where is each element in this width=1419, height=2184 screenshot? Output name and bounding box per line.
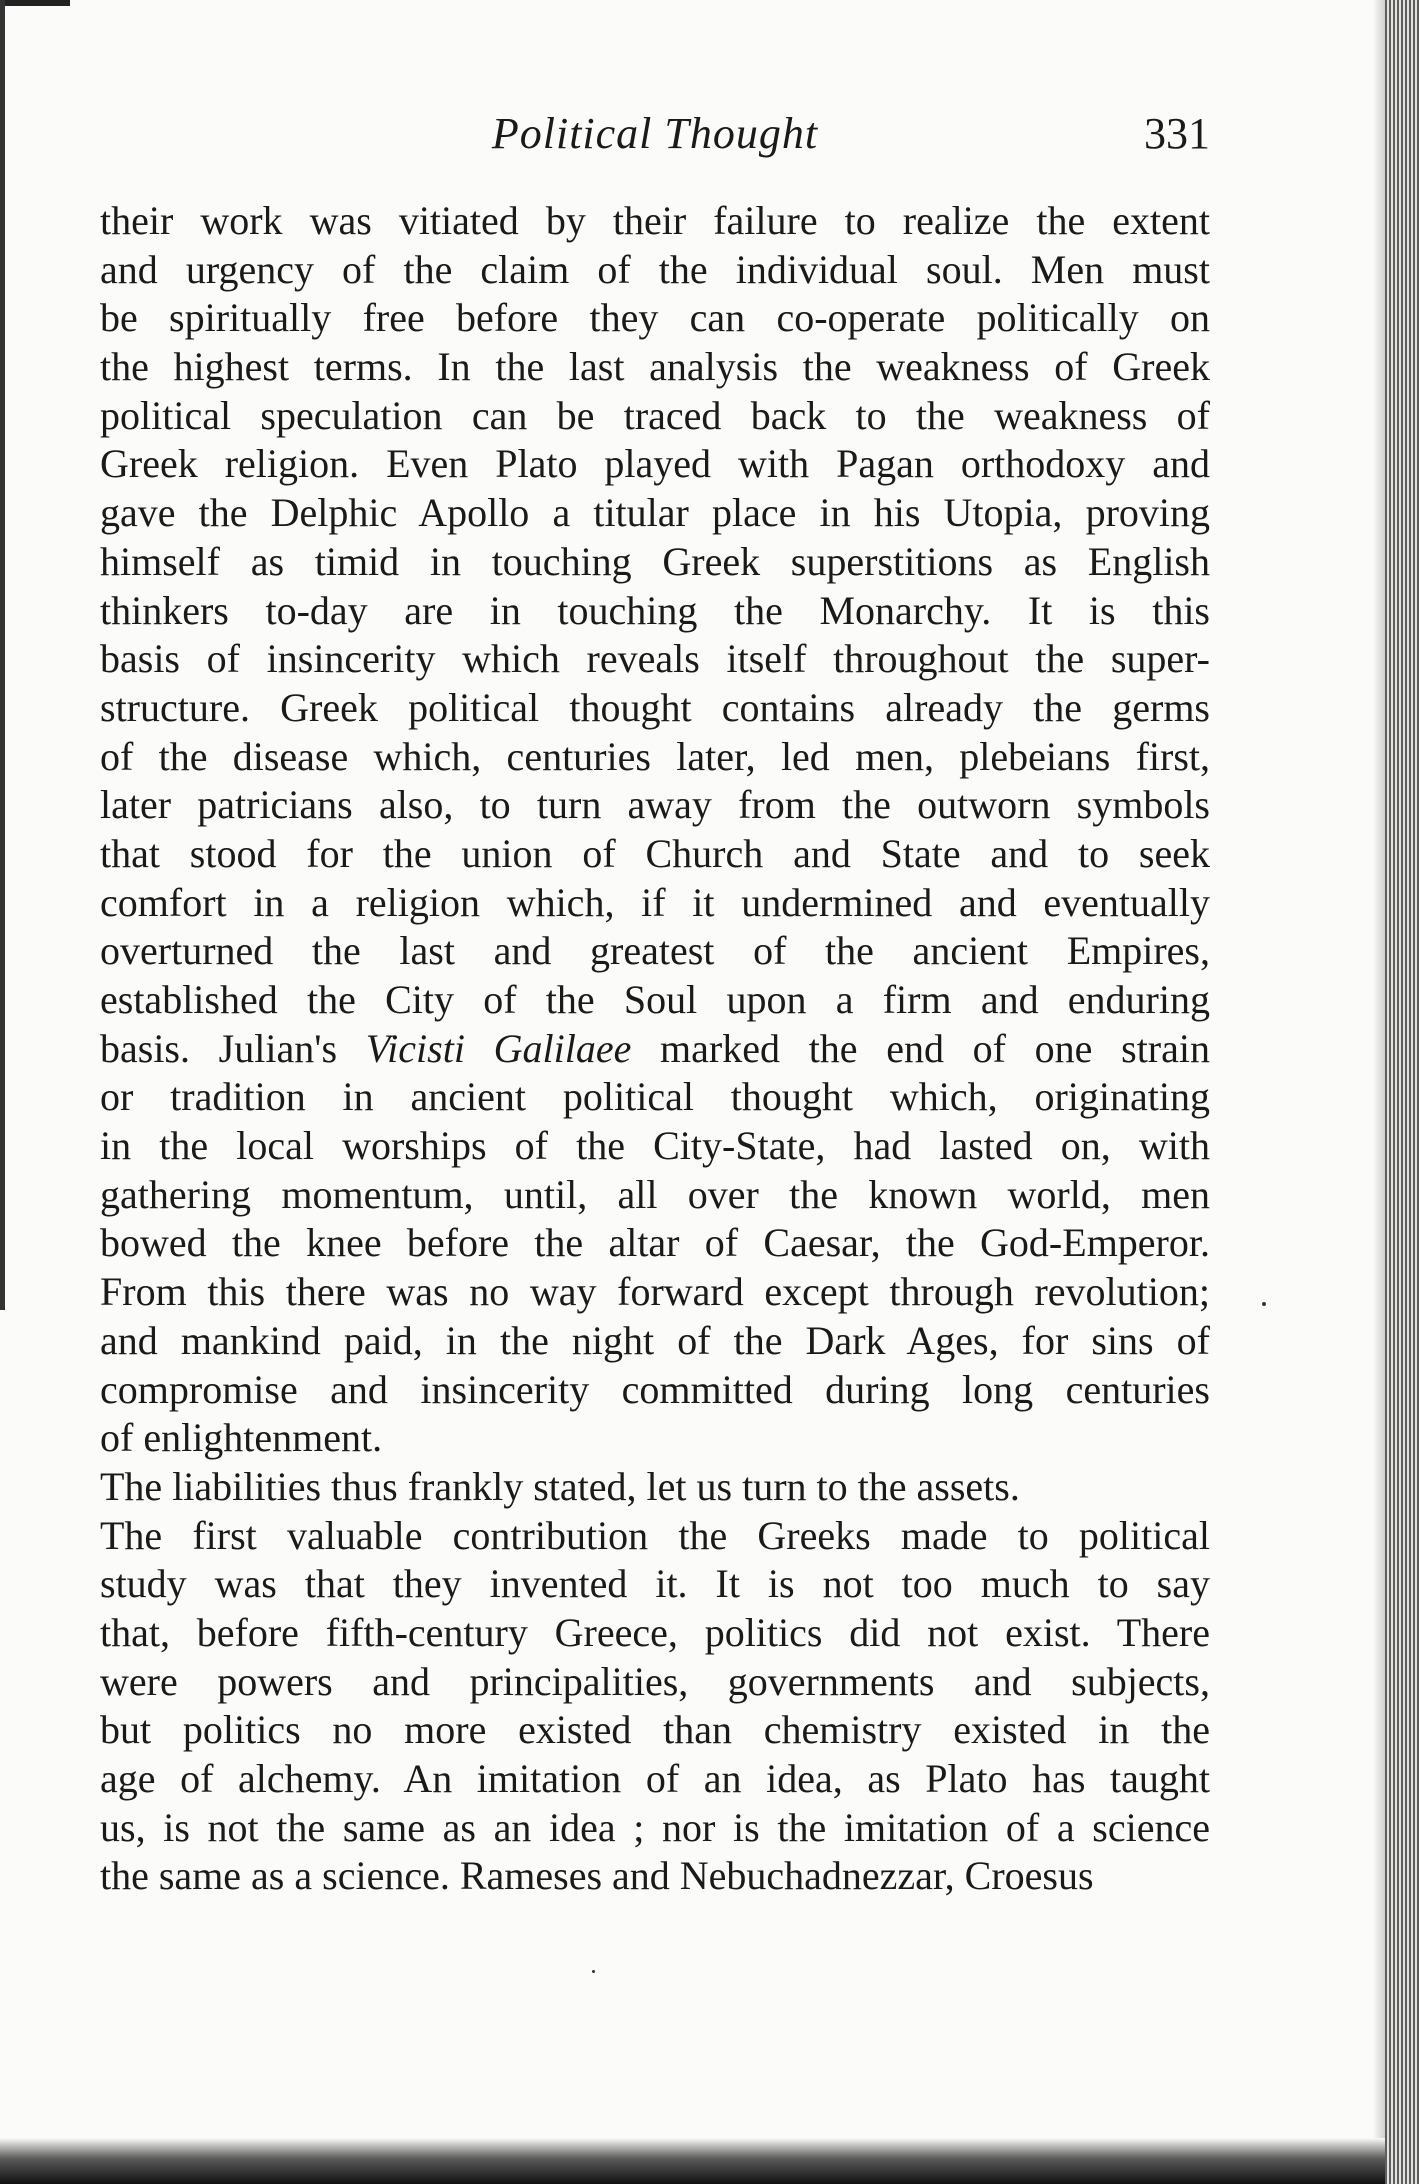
text-line: gave the Delphic Apollo a titular place in his Utopia, proving bbox=[100, 490, 1210, 536]
text-line: us, is not the same as an idea ; nor is the imitation of a science bbox=[100, 1804, 1210, 1850]
text-line: comfort in a religion which, if it undermined and eventually bbox=[100, 879, 1210, 925]
text-line: compromise and insincerity committed during long centuries bbox=[100, 1366, 1210, 1412]
page-number: 331 bbox=[1144, 109, 1210, 158]
text-line: Greek religion. Even Plato played with Pagan orthodoxy and bbox=[100, 441, 1210, 487]
body-text bbox=[100, 197, 1210, 1901]
text-line: From this there was no way forward except through revolution; bbox=[100, 1269, 1210, 1315]
text-line: and urgency of the claim of the individual soul. Men must bbox=[100, 246, 1210, 292]
text-line: age of alchemy. An imitation of an idea, as Plato has taught bbox=[100, 1756, 1210, 1801]
text-line: structure. Greek political thought contains already the germs bbox=[100, 684, 1210, 730]
scan-speck bbox=[592, 1970, 595, 1973]
text-line: that stood for the union of Church and State and to seek bbox=[100, 830, 1210, 876]
binding-shadow bbox=[1373, 0, 1385, 2184]
text-line: overturned the last and greatest of the ancient Empires, bbox=[100, 928, 1210, 974]
text-line: bowed the knee before the altar of Caesar, the God-Emperor. bbox=[100, 1220, 1210, 1266]
text-line: the same as a science. Rameses and Nebuchadnezzar, Croesus bbox=[100, 1853, 1094, 1899]
text-line: of enlightenment. bbox=[100, 1415, 383, 1461]
running-title: Political Thought bbox=[491, 109, 819, 158]
text-line: that, before fifth-century Greece, politics did not exist. There bbox=[100, 1609, 1210, 1655]
text-line: the highest terms. In the last analysis the weakness of Greek bbox=[100, 344, 1210, 390]
text-line: The first valuable contribution the Greeks made to political bbox=[100, 1512, 1210, 1558]
text-line: gathering momentum, until, all over the known world, men bbox=[100, 1171, 1210, 1217]
scan-edge-bottom bbox=[0, 2138, 1385, 2184]
italic-phrase: Vicisti Galilaee bbox=[365, 1025, 632, 1071]
text-line: were powers and principalities, governments and subjects, bbox=[100, 1658, 1210, 1704]
text-line: their work was vitiated by their failure to realize the extent bbox=[100, 198, 1210, 243]
page-header bbox=[100, 104, 1210, 164]
text-line: and mankind paid, in the night of the Dark Ages, for sins of bbox=[100, 1317, 1210, 1363]
text-line: basis of insincerity which reveals itself throughout the super- bbox=[100, 636, 1210, 682]
scan-edge-left bbox=[0, 0, 5, 1310]
text-line: but politics no more existed than chemistry existed in the bbox=[100, 1707, 1210, 1753]
text-line: basis. Julian's Vicisti Galilaee marked the end of one strain bbox=[100, 1025, 1210, 1071]
book-spine-edge bbox=[1385, 0, 1419, 2184]
text-line: be spiritually free before they can co-operate politically on bbox=[100, 295, 1210, 341]
text-line: of the disease which, centuries later, led men, plebeians first, bbox=[100, 733, 1210, 779]
text-line: himself as timid in touching Greek superstitions as English bbox=[100, 538, 1210, 584]
text-line: established the City of the Soul upon a firm and enduring bbox=[100, 977, 1210, 1022]
text-line: The liabilities thus frankly stated, let us turn to the assets. bbox=[100, 1463, 1020, 1509]
text-line: political speculation can be traced back to the weakness of bbox=[100, 392, 1210, 438]
text-line: or tradition in ancient political thought which, originating bbox=[100, 1074, 1210, 1120]
scan-edge-top bbox=[0, 0, 70, 6]
text-line: thinkers to-day are in touching the Monarchy. It is this bbox=[100, 587, 1210, 633]
scan-speck bbox=[1262, 1302, 1266, 1306]
text-line: in the local worships of the City-State, had lasted on, with bbox=[100, 1123, 1210, 1169]
text-line: study was that they invented it. It is not too much to say bbox=[100, 1561, 1210, 1607]
text-line: later patricians also, to turn away from the outworn symbols bbox=[100, 782, 1210, 828]
